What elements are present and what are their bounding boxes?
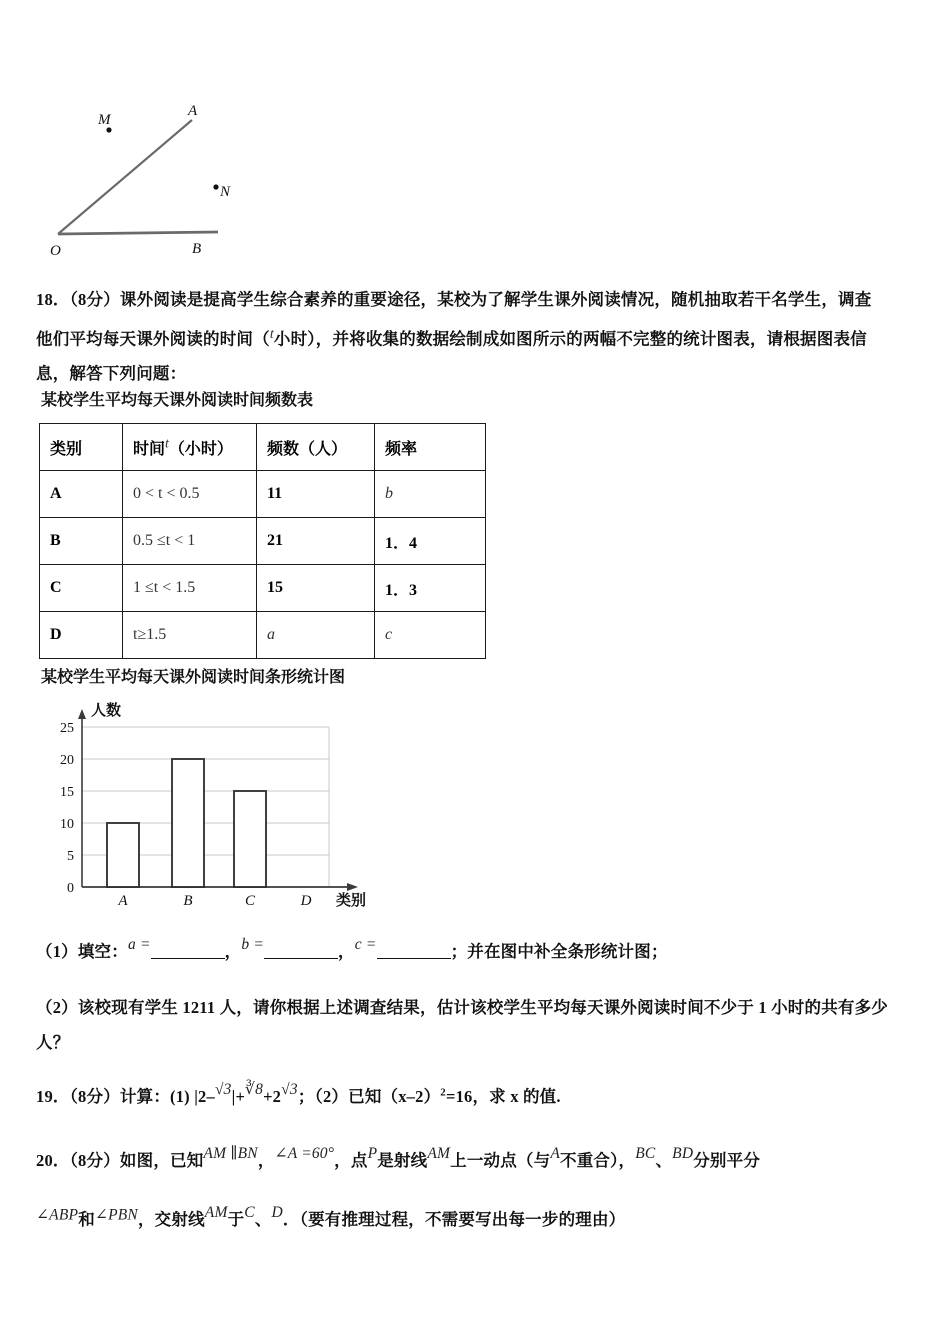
- cell-range-a: 0 < t < 0.5: [123, 471, 257, 518]
- problem-20-seg-BC: BC: [635, 1145, 656, 1162]
- problem-20-is-ray: 是射线: [377, 1150, 428, 1170]
- sub2-line-2: 人？: [36, 1033, 70, 1052]
- problem-20-AM-parallel-BN: AM ∥BN: [203, 1145, 258, 1162]
- problem-19-part2-sup: 2: [440, 1086, 446, 1099]
- point-M-dot: [106, 127, 111, 132]
- sub1-a-label: a =: [127, 936, 151, 953]
- problem-19-statement: [36, 1072, 926, 1114]
- th-time-post: （小时）: [168, 440, 233, 458]
- problem-20-angle-A: ∠A =60°: [274, 1145, 335, 1162]
- chart-ytick-20: 20: [60, 753, 74, 768]
- cell-category-b: B: [40, 518, 123, 565]
- problem-18-text-1: 课外阅读是提高学生综合素养的重要途径，某校为了解学生课外阅读情况，随机抽取若干名学生，调查: [119, 290, 872, 309]
- chart-ytick-15: 15: [60, 785, 74, 800]
- table-row: [40, 565, 486, 612]
- chart-xtick-A: A: [118, 893, 128, 909]
- bar-chart-reading-time: [44, 695, 404, 910]
- cell-range-b: 0.5 ≤t < 1: [123, 518, 257, 565]
- label-N: N: [220, 184, 231, 200]
- problem-18-text-2-pre: 他们平均每天课外阅读的时间（: [36, 329, 270, 349]
- problem-20-line2-AM: AM: [204, 1203, 228, 1221]
- problem-20-line2-comma: ，: [137, 1209, 155, 1229]
- cell-rate-c: 1．3: [375, 565, 486, 612]
- cell-rate-b: 1．4: [375, 518, 486, 565]
- problem-18-text-2-post: 小时），并将收集的数据绘制成如图所示的两幅不完整的统计图表，请根据图表信: [273, 329, 867, 349]
- label-B: B: [192, 241, 202, 257]
- problem-18-sub2: [36, 990, 926, 1060]
- sub1-lead: （1）填空：: [36, 941, 128, 961]
- problem-19-expr-open: |2–: [194, 1086, 215, 1106]
- chart-xtick-C: C: [244, 893, 256, 909]
- problem-19-radical-2: ∛8: [245, 1081, 264, 1098]
- problem-19-score: （8分）: [69, 1086, 120, 1106]
- problem-19-part2-pre: 已知（x–2）: [348, 1086, 441, 1106]
- problem-19-lead: 计算：: [119, 1086, 171, 1106]
- sub1-blank-c[interactable]: [377, 943, 451, 960]
- problem-18-statement: [36, 282, 916, 391]
- table-header-row: [40, 424, 486, 471]
- label-O: O: [50, 243, 61, 259]
- problem-20-point-D: D: [271, 1203, 283, 1221]
- problem-20-number: 20．: [36, 1150, 70, 1170]
- chart-ytick-5: 5: [67, 849, 74, 864]
- cell-frequency-b: 21: [257, 518, 375, 565]
- cell-frequency-d: a: [257, 612, 375, 659]
- problem-20-angle-PBN: ∠PBN: [94, 1206, 138, 1224]
- problem-19-part2-post: =16，求 x 的值.: [445, 1086, 561, 1106]
- th-rate: 频率: [375, 424, 486, 471]
- cell-frequency-c: 15: [257, 565, 375, 612]
- chart-x-axis-label: 类别: [336, 893, 367, 909]
- problem-20-bisect: 分别平分: [693, 1150, 761, 1170]
- chart-bar-A: [107, 823, 139, 887]
- chart-ytick-10: 10: [60, 817, 74, 832]
- problem-19-semicolon: ；: [297, 1086, 315, 1106]
- problem-20-dunhao-1: 、: [655, 1150, 673, 1170]
- frequency-table: [39, 423, 486, 659]
- bar-chart-caption: 某校学生平均每天课外阅读时间条形统计图: [41, 669, 346, 686]
- point-N-dot: [213, 184, 218, 189]
- problem-20-statement: [36, 1128, 926, 1246]
- problem-20-line2-tail: ．（要有推理过程，不需要写出每一步的理由）: [282, 1209, 626, 1229]
- sub1-b-label: b =: [241, 936, 265, 953]
- table-row: [40, 518, 486, 565]
- problem-20-comma-1: ，: [257, 1150, 275, 1170]
- chart-ytick-25: 25: [60, 721, 74, 736]
- problem-20-comma-2: ，: [334, 1150, 351, 1170]
- problem-18-sub1: [36, 928, 916, 969]
- table-row: [40, 612, 486, 659]
- problem-20-point-A: A: [550, 1145, 560, 1162]
- cell-range-d: t≥1.5: [123, 612, 257, 659]
- problem-20-angle-ABP: ∠ABP: [36, 1206, 79, 1224]
- ray-OA: [58, 120, 192, 234]
- cell-frequency-a: 11: [257, 471, 375, 518]
- sub1-blank-a[interactable]: [151, 943, 225, 960]
- cell-rate-d: c: [375, 612, 486, 659]
- sub1-tail: ；并在图中补全条形统计图；: [450, 941, 668, 961]
- cell-category-d: D: [40, 612, 123, 659]
- problem-20-notcoincide: 不重合），: [560, 1150, 636, 1170]
- problem-20-he: 和: [78, 1209, 95, 1229]
- problem-19-expr-mid: |+: [231, 1086, 246, 1106]
- sub1-blank-b[interactable]: [264, 943, 338, 960]
- problem-18-line-2: [36, 317, 916, 356]
- ray-OB: [58, 232, 218, 234]
- frequency-table-caption: 某校学生平均每天课外阅读时间频数表: [41, 392, 314, 409]
- sub1-sep-1: ，: [224, 941, 242, 961]
- label-M: M: [98, 112, 111, 128]
- sub1-c-label: c =: [354, 936, 377, 953]
- problem-18-score: （8分）: [69, 290, 120, 309]
- chart-y-axis-arrow: [78, 709, 86, 719]
- th-category: 类别: [40, 424, 123, 471]
- problem-18-line-3: 息，解答下列问题：: [36, 364, 187, 384]
- problem-20-point-C: C: [244, 1203, 255, 1221]
- problem-18-number: 18．: [36, 290, 70, 309]
- chart-ytick-0: 0: [67, 881, 74, 896]
- cell-category-c: C: [40, 565, 123, 612]
- problem-19-radical-3: √3: [281, 1081, 298, 1098]
- th-time: [123, 424, 257, 471]
- problem-19-expr-plus: +2: [263, 1086, 282, 1106]
- cell-category-a: A: [40, 471, 123, 518]
- th-time-pre: 时间: [133, 440, 166, 458]
- chart-bar-C: [234, 791, 266, 887]
- problem-19-radical-1: √3: [214, 1081, 232, 1098]
- problem-18-line-1: [36, 282, 916, 317]
- problem-20-point-P: P: [367, 1145, 378, 1162]
- problem-20-yu: 于: [227, 1209, 245, 1229]
- problem-19-part1-label: (1): [170, 1086, 190, 1106]
- problem-20-line-2: [36, 1187, 926, 1246]
- problem-20-line-1: [36, 1128, 926, 1187]
- chart-xtick-B: B: [183, 893, 193, 909]
- problem-19-part2-label: （2）: [314, 1086, 349, 1106]
- problem-20-point-word: 点: [350, 1150, 368, 1170]
- problem-20-line1-pre: 如图，已知: [119, 1150, 204, 1170]
- chart-bar-B: [172, 759, 204, 887]
- chart-y-axis-label: 人数: [91, 703, 122, 719]
- problem-20-line2-dunhao: 、: [254, 1209, 272, 1229]
- label-A: A: [188, 103, 198, 119]
- table-row: [40, 471, 486, 518]
- sub1-sep-2: ，: [338, 941, 355, 961]
- problem-19-number: 19．: [36, 1086, 70, 1106]
- chart-xtick-D: D: [300, 893, 312, 909]
- chart-x-axis-arrow: [347, 883, 358, 891]
- problem-20-cross: 交射线: [154, 1209, 205, 1229]
- cell-range-c: 1 ≤t < 1.5: [123, 565, 257, 612]
- sub2-line-1: （2）该校现有学生 1211 人，请你根据上述调查结果，估计该校学生平均每天课外阅读时间不少于 1 小时的共有多少: [36, 998, 888, 1017]
- problem-20-score: （8分）: [69, 1150, 120, 1170]
- problem-20-moving: 上一动点（与: [450, 1150, 551, 1170]
- th-time-var: t: [165, 436, 169, 452]
- problem-20-ray-AM: AM: [427, 1145, 451, 1162]
- th-frequency: 频数（人）: [257, 424, 375, 471]
- angle-MON-figure: [40, 90, 270, 265]
- problem-18-var-t: t: [269, 327, 274, 342]
- problem-20-seg-BD: BD: [672, 1145, 694, 1162]
- cell-rate-a: b: [375, 471, 486, 518]
